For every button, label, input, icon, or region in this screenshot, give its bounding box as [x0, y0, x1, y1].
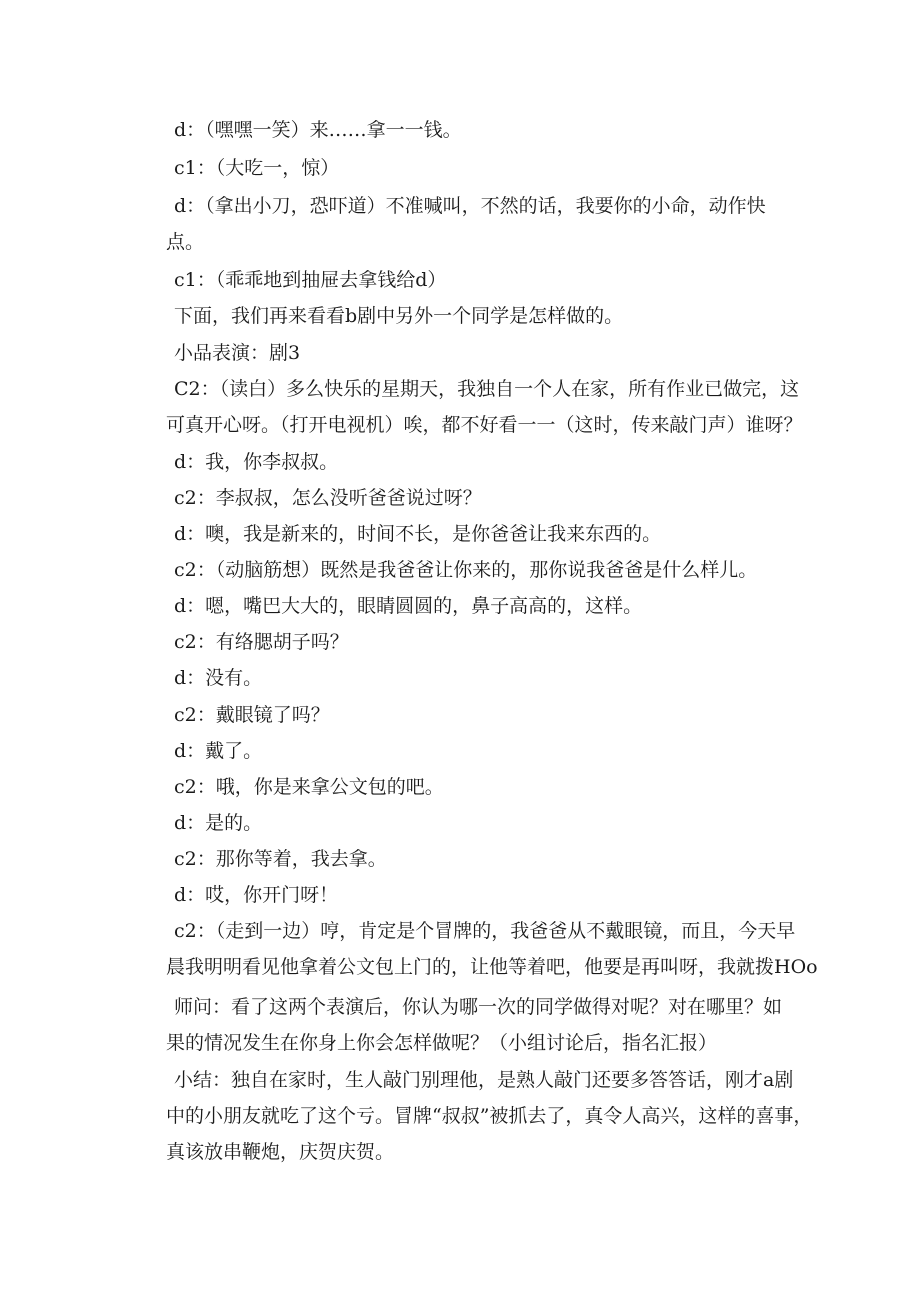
dialogue-line: d：我，你李叔叔。: [174, 451, 339, 473]
dialogue-line: 点。: [166, 231, 205, 253]
dialogue-line: d：是的。: [174, 812, 263, 834]
dialogue-line: c2：哦，你是来拿公文包的吧。: [174, 776, 444, 798]
dialogue-line: c2：（动脑筋想）既然是我爸爸让你来的，那你说我爸爸是什么样儿。: [174, 559, 758, 581]
dialogue-line: d：（嘿嘿一笑）来……拿一一钱。: [174, 119, 462, 141]
dialogue-line: c2：（走到一边）哼，肯定是个冒牌的，我爸爸从不戴眼镜，而且，今天早: [174, 920, 796, 942]
dialogue-line: d：戴了。: [174, 740, 263, 762]
teacher-question-line: 果的情况发生在你身上你会怎样做呢？（小组讨论后，指名汇报）: [166, 1032, 718, 1054]
dialogue-line: c2：李叔叔，怎么没听爸爸说过呀？: [174, 487, 482, 509]
dialogue-line: c2：那你等着，我去拿。: [174, 848, 387, 870]
teacher-question-line: 师问：看了这两个表演后，你认为哪一次的同学做得对呢？对在哪里？如: [174, 996, 783, 1018]
dialogue-line: 晨我明明看见他拿着公文包上门的，让他等着吧，他要是再叫呀，我就拨HOo: [166, 956, 818, 978]
dialogue-line: d：哎，你开门呀！: [174, 884, 339, 906]
dialogue-line: C2：（读白）多么快乐的星期天，我独自一个人在家，所有作业已做完，这: [174, 378, 800, 400]
dialogue-line: 可真开心呀。（打开电视机）唉，都不好看一一（这时，传来敲门声）谁呀？: [166, 414, 803, 436]
dialogue-line: d：（拿出小刀，恐吓道）不准喊叫，不然的话，我要你的小命，动作快: [174, 195, 766, 217]
dialogue-line: c2：戴眼镜了吗？: [174, 704, 330, 726]
dialogue-line: d：没有。: [174, 667, 263, 689]
dialogue-line: d：噢，我是新来的，时间不长，是你爸爸让我来东西的。: [174, 523, 662, 545]
summary-line: 小结：独自在家时，生人敲门别理他，是熟人敲门还要多答答话，刚才a剧: [174, 1069, 794, 1091]
dialogue-line: c1：（乖乖地到抽屉去拿钱给d）: [174, 269, 447, 291]
summary-line: 中的小朋友就吃了这个亏。冒牌“叔叔”被抓去了，真令人高兴，这样的喜事，: [166, 1105, 813, 1127]
dialogue-line: d：嗯，嘴巴大大的，眼睛圆圆的，鼻子高高的，这样。: [174, 595, 643, 617]
dialogue-line: c2：有络腮胡子吗？: [174, 631, 349, 653]
dialogue-line: c1：（大吃一，惊）: [174, 157, 340, 179]
section-heading: 小品表演：剧3: [174, 342, 301, 364]
summary-line: 真该放串鞭炮，庆贺庆贺。: [166, 1141, 395, 1163]
narration-line: 下面，我们再来看看b剧中另外一个同学是怎样做的。: [174, 305, 624, 327]
